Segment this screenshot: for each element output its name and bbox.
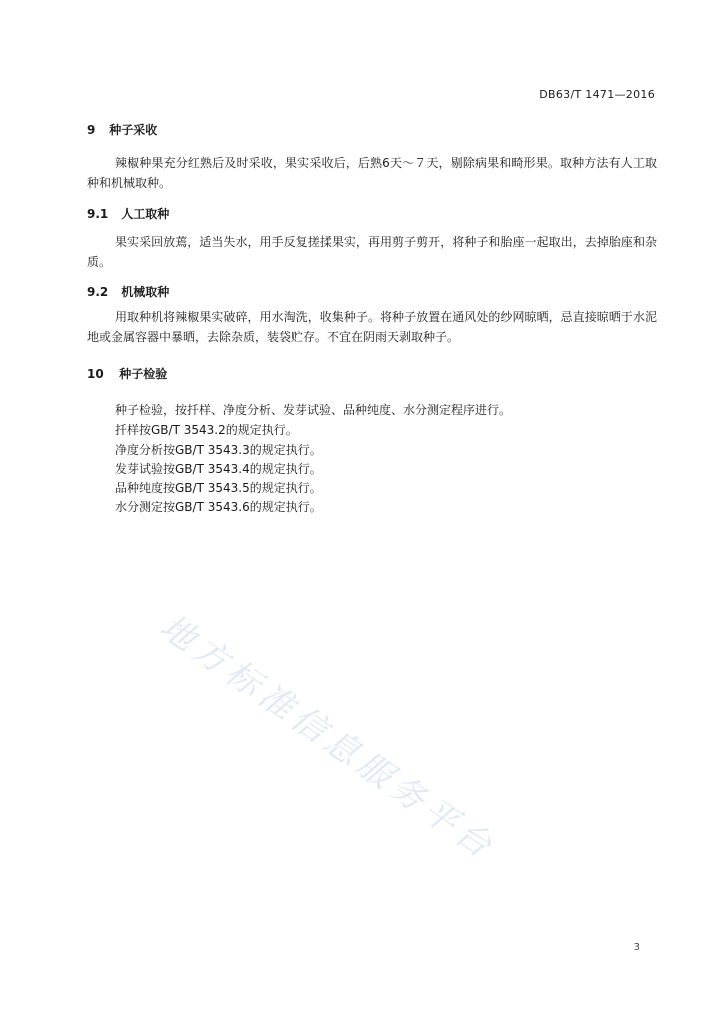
section-10-heading <box>87 365 167 382</box>
section-9-paragraph: 辣椒种果充分红熟后及时采收，果实采收后，后熟6天～７天，剔除病果和畸形果。取种方法有人工取种和机械取种。 <box>87 156 657 190</box>
section-title: 机械取种 <box>121 285 170 299</box>
section-number: 9 <box>87 123 96 137</box>
section-title: 种子采收 <box>109 123 158 137</box>
inspection-line: 品种纯度按GB/T 3543.5的规定执行。 <box>115 481 322 495</box>
inspection-line: 水分测定按GB/T 3543.6的规定执行。 <box>115 500 322 514</box>
standard-code: DB63/T 1471—2016 <box>539 88 655 101</box>
section-9-1-heading <box>87 205 169 222</box>
section-9-2-paragraph: 用取种机将辣椒果实破碎，用水淘洗，收集种子。将种子放置在通风处的纱网晾晒，忌直接晾晒于水泥地或金属容器中暴晒，去除杂质，装袋贮存。不宜在阴雨天剥取种子。 <box>87 310 657 344</box>
section-9-1-paragraph: 果实采回放蔫，适当失水，用手反复搓揉果实，再用剪子剪开，将种子和胎座一起取出，去掉胎座和杂质。 <box>87 235 657 269</box>
inspection-line: 发芽试验按GB/T 3543.4的规定执行。 <box>115 462 322 476</box>
inspection-line: 种子检验，按扦样、净度分析、发芽试验、品种纯度、水分测定程序进行。 <box>115 403 512 417</box>
watermark: 地方标准信息服务平台 <box>152 606 504 869</box>
section-9-heading <box>87 121 157 138</box>
section-title: 人工取种 <box>121 207 170 221</box>
inspection-line: 净度分析按GB/T 3543.3的规定执行。 <box>115 443 322 457</box>
section-number: 9.2 <box>87 285 109 299</box>
inspection-line: 扦样按GB/T 3543.2的规定执行。 <box>115 423 298 437</box>
section-number: 9.1 <box>87 207 109 221</box>
page-number: 3 <box>633 942 640 953</box>
section-9-2-heading <box>87 283 169 300</box>
section-title: 种子检验 <box>119 367 168 381</box>
section-number: 10 <box>87 367 104 381</box>
